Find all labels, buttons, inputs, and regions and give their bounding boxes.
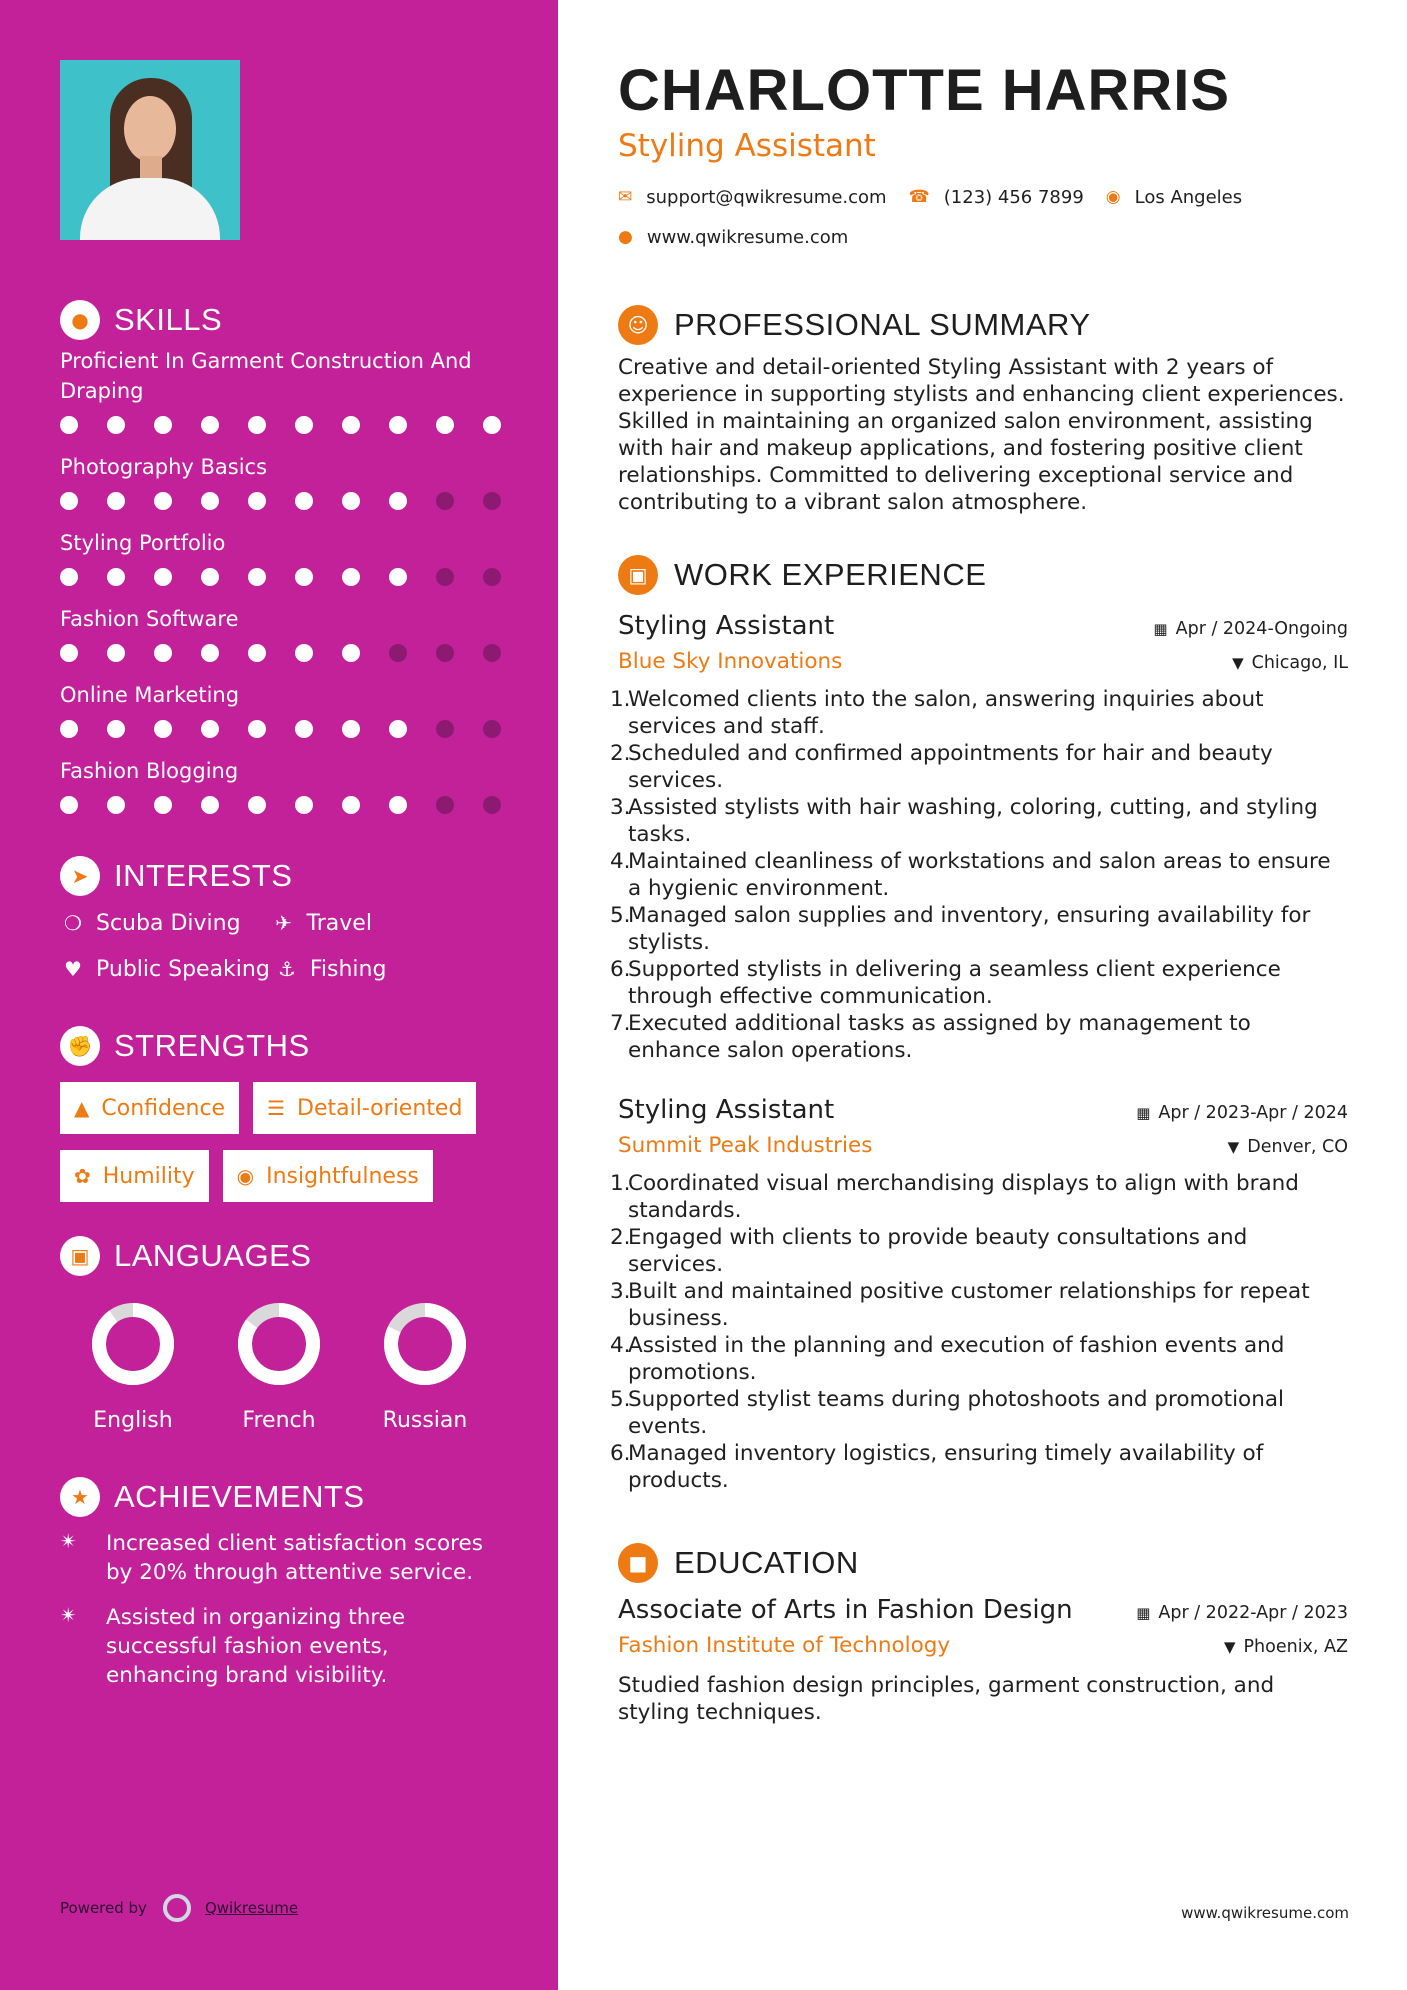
job-location — [1228, 1137, 1348, 1157]
strength-label: Humility — [102, 1163, 195, 1189]
qwikresume-link[interactable]: Qwikresume — [204, 1899, 299, 1917]
achievements-heading — [60, 1475, 558, 1519]
rating-dot-filled — [201, 644, 219, 662]
paper-plane-icon: ➤ — [60, 856, 100, 896]
duty-number: 4. — [610, 1333, 631, 1358]
rating-dot-filled — [295, 720, 313, 738]
candidate-name: CHARLOTTE HARRIS — [618, 58, 1231, 123]
rating-dot-filled — [107, 720, 125, 738]
rating-dot-filled — [295, 568, 313, 586]
language-name: Russian — [382, 1408, 468, 1433]
duty-item — [610, 686, 1348, 740]
languages-title: LANGUAGES — [114, 1238, 312, 1273]
rating-dot-filled — [60, 416, 78, 434]
contact-row-2 — [618, 222, 1348, 252]
main-content — [610, 56, 1348, 1726]
globe-icon: ● — [618, 227, 633, 247]
website-text[interactable]: www.qwikresume.com — [646, 226, 849, 248]
rating-dot-empty — [436, 644, 454, 662]
rating-dot-filled — [248, 568, 266, 586]
contact-email — [618, 187, 887, 208]
job-dates-text: Apr / 2024-Ongoing — [1175, 619, 1348, 639]
summary-text: Creative and detail-oriented Styling Assistant with 2 years of experience in supporting stylists and enhancing client experiences. Skilled in maintaining an organized salon environment, assisting with hair and makeup applications, and fostering positive client relationships. Committed to delivering exceptional service and contributing to a vibrant salon atmosphere. — [618, 355, 1345, 515]
rating-dot-empty — [436, 796, 454, 814]
heartbeat-icon: ♥ — [64, 957, 82, 981]
duty-item — [610, 1386, 1348, 1440]
location-text: Los Angeles — [1134, 186, 1243, 208]
company-name: Blue Sky Innovations — [618, 649, 843, 674]
leaf-icon: ✿ — [74, 1164, 91, 1188]
education-description: Studied fashion design principles, garment construction, and styling techniques. — [618, 1673, 1275, 1725]
language-item — [352, 1300, 498, 1433]
duty-number: 2. — [610, 1225, 631, 1250]
plane-icon: ✈ — [275, 911, 292, 935]
powered-by — [60, 1894, 298, 1922]
rating-dot-empty — [483, 720, 501, 738]
email-text[interactable]: support@qwikresume.com — [646, 186, 887, 208]
interest-label: Scuba Diving — [96, 910, 241, 936]
duty-text: Built and maintained positive customer relationships for repeat business. — [628, 1279, 1310, 1331]
duty-text: Managed salon supplies and inventory, ensuring availability for stylists. — [628, 903, 1311, 955]
education-row-2 — [618, 1628, 1348, 1664]
user-icon: ☺ — [618, 305, 658, 345]
rating-dot-filled — [389, 720, 407, 738]
language-level-ring — [89, 1300, 177, 1388]
duty-item — [610, 1440, 1348, 1494]
interests-section — [60, 854, 558, 992]
job-row — [618, 608, 1348, 644]
duty-number: 1. — [610, 1171, 631, 1196]
rating-dot-empty — [483, 568, 501, 586]
calendar-icon: ▦ — [1153, 620, 1168, 638]
shooting-star-icon: ✴ — [60, 1529, 77, 1553]
powered-by-label: Powered by — [60, 1899, 147, 1917]
rating-dot-filled — [436, 416, 454, 434]
rating-dot-empty — [483, 492, 501, 510]
job-entry — [610, 1092, 1348, 1494]
duty-number: 2. — [610, 741, 631, 766]
skill-name: Fashion Blogging — [60, 759, 239, 783]
duty-text: Scheduled and confirmed appointments for hair and beauty services. — [628, 741, 1273, 793]
shooting-star-icon: ✴ — [60, 1603, 77, 1627]
strengths-heading — [60, 1024, 558, 1068]
experience-heading — [618, 552, 1348, 598]
job-title: Styling Assistant — [618, 1095, 835, 1125]
rating-dot-empty — [483, 796, 501, 814]
skill-name: Styling Portfolio — [60, 531, 226, 555]
summary-heading — [618, 302, 1348, 348]
languages-heading — [60, 1234, 558, 1278]
strengths-title: STRENGTHS — [114, 1028, 310, 1063]
rating-dot-filled — [154, 492, 172, 510]
rating-dot-empty — [436, 720, 454, 738]
rating-dot-filled — [248, 796, 266, 814]
language-name: English — [93, 1408, 173, 1433]
skill-rating — [60, 416, 558, 434]
rating-dot-filled — [248, 416, 266, 434]
interests-row-1 — [60, 900, 558, 946]
contact-phone — [909, 187, 1084, 208]
education-entry — [618, 1592, 1348, 1726]
achievement-text: Increased client satisfaction scores by 20% through attentive service. — [106, 1531, 483, 1585]
lifebuoy-icon: ❍ — [64, 911, 82, 935]
rating-dot-filled — [342, 720, 360, 738]
skill-rating — [60, 492, 558, 510]
skill-name: Fashion Software — [60, 607, 239, 631]
achievements-section — [60, 1475, 558, 1690]
contact-location — [1106, 187, 1242, 208]
rating-dot-filled — [201, 492, 219, 510]
languages-list — [60, 1300, 558, 1433]
school-name: Fashion Institute of Technology — [618, 1633, 951, 1658]
rating-dot-filled — [342, 644, 360, 662]
duty-item — [610, 1278, 1348, 1332]
interest-item — [271, 911, 372, 936]
duty-text: Supported stylists in delivering a seamless client experience through effective communication. — [628, 957, 1281, 1009]
rating-dot-filled — [107, 416, 125, 434]
rating-dot-empty — [436, 568, 454, 586]
experience-title: WORK EXPERIENCE — [674, 557, 987, 592]
rating-dot-filled — [389, 492, 407, 510]
qwikresume-logo-icon — [163, 1894, 191, 1922]
list-icon: ☰ — [267, 1096, 286, 1120]
duty-item — [610, 956, 1348, 1010]
rating-dot-empty — [436, 492, 454, 510]
ring-fill — [99, 1310, 167, 1378]
rating-dot-filled — [60, 568, 78, 586]
skill-rating — [60, 796, 558, 814]
rating-dot-filled — [60, 796, 78, 814]
rating-dot-filled — [342, 568, 360, 586]
duty-number: 5. — [610, 903, 631, 928]
eye-icon: ◉ — [236, 1164, 255, 1188]
duty-number: 5. — [610, 1387, 631, 1412]
rating-dot-filled — [154, 796, 172, 814]
duty-item — [610, 1010, 1348, 1064]
job-location-text: Denver, CO — [1247, 1137, 1348, 1157]
calendar-icon: ▦ — [1136, 1104, 1151, 1122]
strength-tag — [60, 1082, 239, 1134]
rating-dot-filled — [342, 796, 360, 814]
rating-dot-filled — [107, 644, 125, 662]
achievement-item — [60, 1529, 558, 1587]
rating-dot-filled — [248, 644, 266, 662]
sidebar — [0, 0, 558, 1990]
graduation-icon: ■ — [618, 1543, 658, 1583]
strength-label: Insightfulness — [266, 1163, 419, 1189]
summary-title: PROFESSIONAL SUMMARY — [674, 307, 1091, 342]
job-row-2 — [618, 1128, 1348, 1164]
rating-dot-filled — [295, 492, 313, 510]
skills-title: SKILLS — [114, 302, 223, 337]
duty-number: 6. — [610, 957, 631, 982]
rating-dot-filled — [342, 492, 360, 510]
calendar-icon: ▦ — [1136, 1604, 1151, 1622]
rating-dot-filled — [154, 416, 172, 434]
duty-item — [610, 848, 1348, 902]
pin-icon: ▼ — [1223, 1638, 1236, 1656]
duty-number: 6. — [610, 1441, 631, 1466]
education-section — [618, 1540, 1348, 1726]
duty-item — [610, 1170, 1348, 1224]
rating-dot-filled — [154, 568, 172, 586]
skill-rating — [60, 644, 558, 662]
profile-photo — [60, 60, 240, 240]
achievements-list — [60, 1529, 558, 1690]
language-level-ring — [381, 1300, 469, 1388]
rating-dot-filled — [154, 644, 172, 662]
rating-dot-filled — [201, 720, 219, 738]
duty-item — [610, 794, 1348, 848]
interest-label: Fishing — [309, 956, 387, 982]
skills-list — [60, 346, 558, 814]
duty-number: 4. — [610, 849, 631, 874]
degree-title: Associate of Arts in Fashion Design — [618, 1595, 1073, 1625]
rating-dot-filled — [60, 720, 78, 738]
rating-dot-filled — [201, 416, 219, 434]
rating-dot-filled — [248, 720, 266, 738]
language-icon: ▣ — [60, 1236, 100, 1276]
language-name: French — [242, 1408, 316, 1433]
duty-text: Assisted in the planning and execution of fashion events and promotions. — [628, 1333, 1285, 1385]
education-dates — [1136, 1603, 1348, 1623]
education-row — [618, 1592, 1348, 1628]
interests-heading — [60, 854, 558, 898]
candidate-title: Styling Assistant — [618, 128, 876, 164]
duty-text: Maintained cleanliness of workstations and salon areas to ensure a hygienic environment. — [628, 849, 1331, 901]
skill-rating — [60, 568, 558, 586]
rating-dot-filled — [60, 644, 78, 662]
job-location-text: Chicago, IL — [1251, 653, 1348, 673]
map-pin-icon: ◉ — [1105, 187, 1121, 207]
anchor-icon: ⚓ — [277, 957, 296, 981]
achievements-title: ACHIEVEMENTS — [114, 1479, 365, 1514]
skills-section — [60, 298, 558, 814]
star-badge-icon: ★ — [60, 1477, 100, 1517]
education-title: EDUCATION — [674, 1545, 859, 1580]
strength-tag — [223, 1150, 433, 1202]
strength-label: Confidence — [101, 1095, 226, 1121]
skill-name: Photography Basics — [60, 455, 268, 479]
strength-label: Detail-oriented — [297, 1095, 463, 1121]
achievement-text: Assisted in organizing three successful fashion events, enhancing brand visibility. — [106, 1605, 406, 1688]
rating-dot-filled — [248, 492, 266, 510]
rating-dot-filled — [389, 416, 407, 434]
rating-dot-filled — [107, 796, 125, 814]
footer-url[interactable]: www.qwikresume.com — [1181, 1904, 1349, 1922]
duty-text: Coordinated visual merchandising displays to align with brand standards. — [628, 1171, 1299, 1223]
languages-section — [60, 1234, 558, 1433]
duty-number: 1. — [610, 687, 631, 712]
duty-number: 7. — [610, 1011, 631, 1036]
duty-text: Engaged with clients to provide beauty consultations and services. — [628, 1225, 1248, 1277]
interest-label: Travel — [306, 910, 372, 936]
strength-tag — [60, 1150, 209, 1202]
rating-dot-filled — [201, 568, 219, 586]
duty-text: Welcomed clients into the salon, answering inquiries about services and staff. — [628, 687, 1264, 739]
interests-list — [60, 900, 558, 992]
interest-label: Public Speaking — [96, 956, 270, 982]
envelope-icon: ✉ — [618, 187, 633, 207]
duty-item — [610, 902, 1348, 956]
job-dates-text: Apr / 2023-Apr / 2024 — [1158, 1103, 1348, 1123]
language-item — [60, 1300, 206, 1433]
strengths-list — [60, 1082, 520, 1218]
interest-item — [60, 957, 270, 982]
skill-name: Proficient In Garment Construction And Draping — [60, 349, 472, 403]
job-entry — [610, 608, 1348, 1064]
jobs-list — [610, 608, 1348, 1494]
job-row-2 — [618, 644, 1348, 680]
rating-dot-filled — [107, 492, 125, 510]
duty-number: 3. — [610, 1279, 631, 1304]
rating-dot-filled — [107, 568, 125, 586]
job-title: Styling Assistant — [618, 611, 835, 641]
rating-dot-filled — [60, 492, 78, 510]
rating-dot-filled — [295, 644, 313, 662]
summary-section — [618, 302, 1348, 516]
rating-dot-filled — [295, 796, 313, 814]
job-dates — [1153, 619, 1348, 639]
duty-text: Supported stylist teams during photoshoots and promotional events. — [628, 1387, 1284, 1439]
contact-row — [618, 182, 1348, 212]
job-dates — [1136, 1103, 1348, 1123]
job-location — [1232, 653, 1348, 673]
duty-text: Managed inventory logistics, ensuring timely availability of products. — [628, 1441, 1264, 1493]
interest-item — [60, 911, 241, 936]
duty-item — [610, 740, 1348, 794]
strengths-section — [60, 1024, 558, 1218]
rating-dot-filled — [389, 568, 407, 586]
fist-icon: ✊ — [60, 1026, 100, 1066]
duty-number: 3. — [610, 795, 631, 820]
job-duties — [610, 1170, 1348, 1494]
rating-dot-empty — [483, 644, 501, 662]
experience-section — [610, 552, 1348, 1494]
thumbs-up-icon: ▲ — [74, 1096, 90, 1120]
strength-tag — [253, 1082, 476, 1134]
education-location-text: Phoenix, AZ — [1243, 1637, 1348, 1657]
briefcase-icon: ▣ — [618, 555, 658, 595]
skill-rating — [60, 720, 558, 738]
interests-row-2 — [60, 946, 558, 992]
duty-item — [610, 1332, 1348, 1386]
job-row — [618, 1092, 1348, 1128]
company-name: Summit Peak Industries — [618, 1133, 873, 1158]
education-location — [1224, 1637, 1348, 1657]
interest-item — [274, 957, 387, 982]
phone-icon: ☎ — [908, 187, 930, 207]
duty-item — [610, 1224, 1348, 1278]
education-heading — [618, 1540, 1348, 1586]
duty-text: Executed additional tasks as assigned by management to enhance salon operations. — [628, 1011, 1251, 1063]
rating-dot-filled — [154, 720, 172, 738]
skills-heading — [60, 298, 558, 342]
rating-dot-filled — [483, 416, 501, 434]
skill-name: Online Marketing — [60, 683, 240, 707]
pin-icon: ▼ — [1227, 1138, 1240, 1156]
pin-icon: ▼ — [1232, 654, 1244, 672]
interests-title: INTERESTS — [114, 858, 293, 893]
rating-dot-filled — [342, 416, 360, 434]
rating-dot-filled — [389, 796, 407, 814]
achievement-item — [60, 1603, 558, 1690]
contact-website — [618, 227, 848, 248]
lightbulb-icon: ● — [60, 300, 100, 340]
duty-text: Assisted stylists with hair washing, coloring, cutting, and styling tasks. — [628, 795, 1318, 847]
rating-dot-empty — [389, 644, 407, 662]
phone-text[interactable]: (123) 456 7899 — [943, 186, 1084, 208]
rating-dot-filled — [295, 416, 313, 434]
job-duties — [610, 686, 1348, 1064]
language-item — [206, 1300, 352, 1433]
rating-dot-filled — [201, 796, 219, 814]
education-dates-text: Apr / 2022-Apr / 2023 — [1158, 1603, 1348, 1623]
language-level-ring — [235, 1300, 323, 1388]
